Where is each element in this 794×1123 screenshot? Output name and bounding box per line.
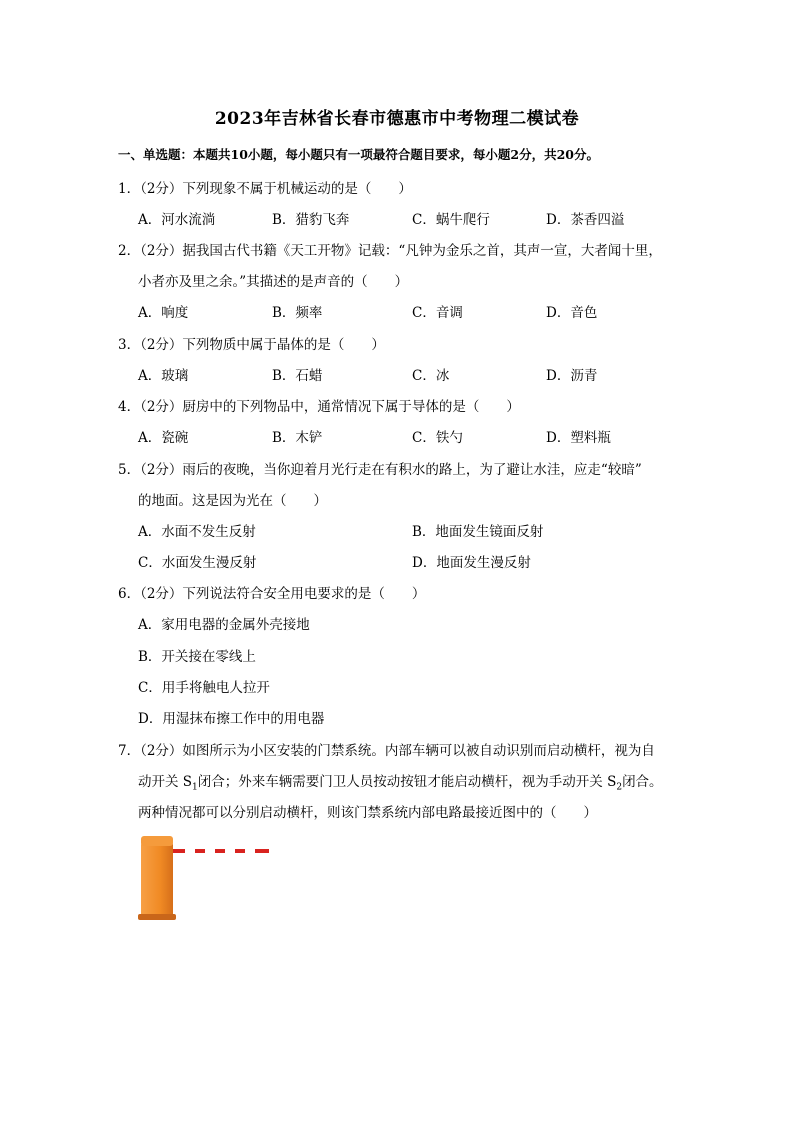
- question-5-option-d: D．地面发生漫反射: [412, 555, 531, 571]
- question-5-option-c: C．水面发生漫反射: [138, 555, 257, 571]
- question-5-stem-line1: 5．（2分）雨后的夜晚，当你迎着月光行走在有积水的路上，为了避让水洼，应走“较暗”: [118, 462, 642, 478]
- question-6-option-b: B．开关接在零线上: [138, 649, 256, 665]
- question-1-stem: 1．（2分）下列现象不属于机械运动的是（ ）: [118, 181, 412, 197]
- question-6-option-d: D．用湿抹布擦工作中的用电器: [138, 711, 325, 727]
- barrier-gate-figure: [138, 832, 278, 922]
- page-title: 2023年吉林省长春市德惠市中考物理二模试卷: [214, 109, 580, 129]
- gate-base: [138, 914, 176, 920]
- question-3-option-b: B．石蜡: [272, 368, 323, 384]
- question-5-option-b: B．地面发生镜面反射: [412, 524, 544, 540]
- gate-cabinet: [141, 842, 173, 920]
- question-2-stem-line2: 小者亦及里之余。”其描述的是声音的（ ）: [138, 274, 409, 290]
- question-7-stem-line2: 动开关 $S_1$闭合；外来车辆需要门卫人员按动按钮才能启动横杆，视为手动开关 $S_2$闭合。: [138, 774, 663, 793]
- question-5-option-a: A．水面不发生反射: [138, 524, 256, 540]
- question-1-option-d: D．茶香四溢: [546, 212, 625, 228]
- question-5-stem-line2: 的地面。这是因为光在（ ）: [138, 493, 327, 509]
- question-7-stem-line1: 7．（2分）如图所示为小区安装的门禁系统。内部车辆可以被自动识别而启动横杆，视为自: [118, 743, 655, 759]
- question-2-option-a: A．响度: [138, 305, 189, 321]
- question-3-stem: 3．（2分）下列物质中属于晶体的是（ ）: [118, 337, 385, 353]
- question-2-stem-line1: 2．（2分）据我国古代书籍《天工开物》记载：“凡钟为金乐之首，其声一宣，大者闻十里，: [118, 243, 662, 259]
- question-7-stem-line3: 两种情况都可以分别启动横杆，则该门禁系统内部电路最接近图中的（ ）: [138, 805, 597, 821]
- question-1-option-a: A．河水流淌: [138, 212, 216, 228]
- question-2-option-c: C．音调: [412, 305, 463, 321]
- question-2-option-b: B．频率: [272, 305, 323, 321]
- question-4-option-c: C．铁勺: [412, 430, 463, 446]
- section-heading: 一、单选题：本题共10小题，每小题只有一项最符合题目要求，每小题2分，共20分。: [118, 147, 599, 162]
- question-4-option-a: A．瓷碗: [138, 430, 189, 446]
- question-4-option-b: B．木铲: [272, 430, 323, 446]
- question-4-stem: 4．（2分）厨房中的下列物品中，通常情况下属于导体的是（ ）: [118, 399, 520, 415]
- question-4-option-d: D．塑料瓶: [546, 430, 611, 446]
- gate-boom-arm: [173, 849, 269, 853]
- question-6-option-a: A．家用电器的金属外壳接地: [138, 617, 310, 633]
- question-3-option-c: C．冰: [412, 368, 450, 384]
- question-1-option-c: C．蜗牛爬行: [412, 212, 490, 228]
- question-2-option-d: D．音色: [546, 305, 598, 321]
- question-6-option-c: C．用手将触电人拉开: [138, 680, 270, 696]
- question-6-stem: 6．（2分）下列说法符合安全用电要求的是（ ）: [118, 586, 426, 602]
- question-1-option-b: B．猎豹飞奔: [272, 212, 350, 228]
- gate-cabinet-top: [141, 836, 173, 846]
- question-3-option-d: D．沥青: [546, 368, 598, 384]
- question-3-option-a: A．玻璃: [138, 368, 189, 384]
